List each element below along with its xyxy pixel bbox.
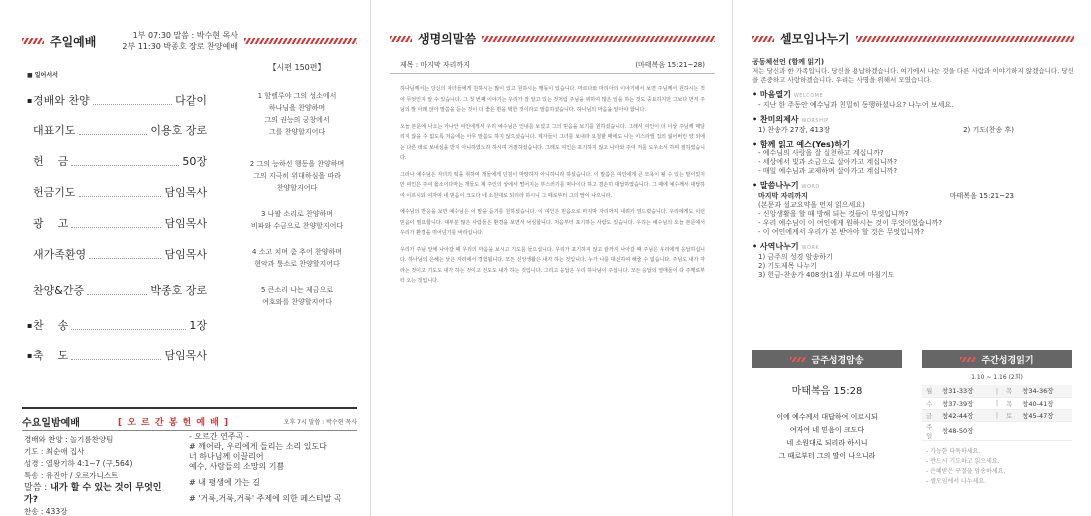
cell-line: 2) 기도제목 나누기 (758, 262, 817, 270)
pair-right: 마태복음 15:21~23 (949, 192, 1014, 200)
order-label: 새가족환영 (33, 248, 87, 261)
order-bullet: ▪ (27, 95, 33, 105)
psalm-line: 1 할렐루야 그의 성소에서 (257, 92, 337, 100)
order-item (27, 315, 207, 335)
hatch-decoration (482, 36, 715, 42)
order-label: 대표기도 (33, 124, 76, 137)
sermon-paragraph: 예수님의 반응을 보면 예수님은 이 말을 듣기를 원하셨습니다. 이 여인은 믿음으로 마지막 자리까지 내려가 엎드렸습니다. 우리에게도 이런 믿음이 필요합니다. 대부분 많은 사람들은 환경을 보면서 낙심합니다. 처음부터 포기하는 사람도 있습니다. 우리는 예수님의 오늘 본문에서 우리가 환경을 뛰어넘기를 바라십니다. (400, 209, 705, 236)
order-label: 찬 송 (33, 319, 69, 332)
reading-day: 수 (926, 399, 933, 408)
hatch-decoration (960, 357, 976, 362)
dotted-leader (93, 96, 172, 105)
pair-left: 마지막 자리까지 (758, 192, 808, 200)
cell-section (752, 242, 1074, 280)
dotted-leader (71, 321, 186, 330)
cell-section-heading (752, 140, 1074, 149)
standing-note: ■ 일어서서 (27, 72, 58, 79)
reading-title-bar (922, 350, 1072, 368)
cell-pair (752, 126, 1074, 135)
cell-line: - 지난 한 주동안 예수님과 친밀히 동행하셨나요? 나누어 보세요. (758, 101, 954, 109)
order-bullet: ▪ (27, 350, 33, 360)
dotted-leader (71, 157, 179, 166)
cell-pair (752, 192, 1074, 201)
bible-reading-box (922, 350, 1072, 487)
cell-line: - 매일 예수님과 교제하며 살아가고 계십니까? (758, 167, 898, 175)
memory-title-bar (752, 350, 902, 368)
reading-range: 창42-44장 (942, 411, 974, 420)
reading-row (922, 397, 1072, 409)
reading-day: 목 (1006, 387, 1013, 396)
organ-line: # 깨어라, 우리에게 들리는 소리 있도다 (189, 442, 327, 451)
psalm-box (237, 62, 357, 382)
order-item (27, 182, 207, 202)
cell-line: - 우리 예수님이 이 여인에게 원하시는 것이 무엇이었습니까? (758, 219, 943, 227)
order-value: 담임목사 (164, 186, 207, 199)
sermon-title: 내가 할 수 있는 것이 무엇인가? (24, 483, 162, 505)
cell-section-bullet: • (752, 115, 760, 124)
reading-day: 주일 (926, 422, 933, 440)
reading-row (922, 409, 1072, 421)
reading-title: 주간성경읽기 (981, 355, 1034, 366)
dotted-leader (71, 351, 161, 360)
memory-line: 네 소원대로 되리라 하시니 (786, 439, 868, 447)
reading-day: 월 (926, 387, 933, 396)
cell-title: 셀모임나누기 (780, 32, 850, 46)
sermon-label: 말씀 : (24, 483, 51, 493)
psalm-line: 5 큰소리 나는 제금으로 (261, 286, 333, 294)
section-rule (22, 407, 357, 409)
cell-line: (본문과 설교요약을 먼저 읽으세요) (758, 201, 865, 209)
dotted-leader (71, 219, 161, 228)
order-value: 다같이 (175, 94, 207, 107)
reading-note: - 셀모임에서 나누세요. (926, 477, 987, 485)
reading-separator: | (995, 411, 999, 419)
order-value: 이용호 장로 (150, 124, 207, 137)
psalm-line: 4 소고 치며 춤 추어 찬양하며 (252, 248, 342, 256)
community-declaration (752, 58, 1074, 85)
reading-notes (922, 447, 1072, 487)
sermon-paragraph: 그러나 예수님은 자녀의 떡을 취하여 개들에게 던짐이 마땅하지 아니하니라 하셨습니다. 이 말씀은 여인에게 큰 모욕이 될 수 있는 말이었지만 여인은 주여 옳소이다마는 개들도 제 주인의 상에서 떨어지는 부스러기를 먹나이다 하고 겸손히 대답하였습니다. 그 때에 예수께서 대답하여 이르시되 여자여 네 믿음이 크도다 네 소원대로 되리라 하시니 그 때로부터 그의 딸이 나으니라. (400, 171, 705, 199)
organ-service-tag: [ 오 르 간 봉 헌 예 배 ] (117, 417, 230, 428)
psalm-line: 여호와를 찬양할지어다 (262, 298, 332, 306)
sermon-reference: (마태복음 15:21~28) (635, 61, 705, 69)
order-item (27, 213, 207, 233)
wednesday-time: 오후 7시 말씀 : 박수현 목사 (283, 418, 357, 426)
hatch-decoration (752, 36, 774, 42)
dotted-leader (79, 188, 162, 197)
psalm-line: 하나님을 찬양하며 (268, 104, 326, 112)
psalm-verse (237, 90, 357, 138)
organ-line: # 내 평생에 가는 길 (189, 478, 260, 487)
hatch-decoration (856, 36, 1074, 42)
reading-day (1002, 421, 1018, 440)
reading-note: - 은혜받은 구절을 암송하세요. (926, 467, 1006, 475)
psalm-verse (237, 208, 357, 232)
reading-range: 창37-39장 (942, 399, 974, 408)
order-value: 담임목사 (164, 248, 207, 261)
psalm-line: 그의 지극히 위대하심을 따라 (253, 172, 341, 180)
sunday-title: 주일예배 (50, 34, 97, 49)
wednesday-title: 수요일밤예배 (22, 417, 80, 429)
organ-line: 너 하나님께 이끌리어 (189, 452, 264, 461)
reading-note: - 반드시 기도하고 읽으세요. (926, 457, 1000, 465)
psalm-line: 찬양할지어다 (276, 184, 318, 192)
reading-range: 창40-41장 (1022, 399, 1054, 408)
reading-note: - 가능한 다독하세요. (926, 447, 981, 455)
dotted-leader (89, 250, 161, 259)
sunday-time-1: 1부 07:30 말씀 : 박수현 목사 (132, 31, 238, 40)
wednesday-hymn: 찬송 : 433장 (24, 507, 68, 516)
order-item (27, 244, 207, 264)
order-item (27, 280, 207, 300)
order-bullet: ▪ (27, 320, 33, 330)
reading-separator: | (995, 399, 999, 407)
hatch-decoration (244, 38, 357, 44)
cell-section-title: 사역나누기 (759, 242, 799, 251)
reading-day: 토 (1006, 411, 1013, 420)
order-item (27, 90, 207, 110)
psalm-line: 3 나팔 소리로 찬양하며 (261, 210, 333, 218)
order-label: 헌 금 (33, 155, 69, 168)
order-of-worship (27, 0, 207, 400)
sermon-subject: 제목 : 마지막 자리까지 (400, 61, 470, 69)
reading-range: 창31-33장 (942, 387, 974, 396)
wednesday-header (22, 412, 357, 430)
memory-line: 그 때로부터 그의 딸이 나으니라 (778, 452, 876, 460)
sermon-panel (390, 0, 715, 516)
psalm-line: 그의 권능의 궁창에서 (264, 116, 330, 124)
reading-day: 금 (926, 411, 933, 420)
psalm-line: 2 그의 능하신 행동을 찬양하며 (249, 160, 345, 168)
memory-line: 이에 예수께서 대답하여 이르시되 (776, 413, 878, 421)
order-value: 담임목사 (164, 217, 207, 230)
order-value: 담임목사 (164, 349, 207, 362)
cell-section-bullet: • (752, 242, 760, 251)
reading-separator: | (995, 386, 999, 395)
reading-range: 창34-36장 (1022, 387, 1054, 396)
organ-pieces (189, 432, 357, 504)
order-value: 박종호 장로 (150, 284, 207, 297)
cell-section-en: WELCOME (793, 93, 824, 99)
cell-section (752, 181, 1074, 237)
cell-section-title: 함께 읽고 예스(Yes)하기 (759, 140, 850, 149)
order-item (27, 151, 207, 171)
psalm-verse (237, 158, 357, 194)
sermon-rule (390, 73, 715, 74)
psalm-title: 【시편 150편】 (268, 63, 326, 72)
cell-line: - 이 여인에게서 우리가 본 받아야 할 것은 무엇입니까? (758, 228, 925, 236)
declaration-text: 저는 당신과 한 가족입니다. 당신을 용납하겠습니다. 여기에서 나눈 것을 다른 사람과 이야기하지 않겠습니다. 당신을 존중하고 사랑하겠습니다. 우리는 사명을 위해서 모였습니다. (752, 67, 1074, 84)
dotted-leader (79, 126, 148, 135)
dotted-leader (87, 286, 147, 295)
cell-panel (752, 0, 1074, 516)
order-label: 광 고 (33, 217, 69, 230)
pair-left: 1) 찬송가 27장, 413장 (758, 126, 831, 134)
cell-section-heading (752, 181, 1074, 192)
declaration-title: 공동체선언 (함께 읽기) (752, 58, 825, 66)
cell-section-bullet: • (752, 90, 760, 99)
order-label: 헌금기도 (33, 186, 76, 199)
reading-day: 목 (1006, 399, 1013, 408)
divider-left (370, 0, 371, 516)
organ-line: - 오르간 연주곡 - (189, 432, 249, 441)
divider-right (732, 0, 733, 516)
sermon-paragraph: 오늘 본문에 나오는 가나안 여인에게서 우리 예수님은 인내를 보셨고 그의 믿음을 보기를 원하셨습니다. 그래서 여인이 더 이상 주님께 매달리지 않을 수 없도록 처음에는 아무 말씀도 하지 않으셨습니다. 제자들이 그녀를 보내라 요청할 때에도 나는 이스라엘 집의 잃어버린 양 외에는 다른 데로 보내심을 받지 아니하였노라 하시며 거절하셨습니다. 그래도 여인은 포기하지 않고 나아와 주여 저를 도우소서 하며 절하였습니다. (400, 123, 705, 161)
cell-section (752, 140, 1074, 176)
cell-section-title: 말씀나누기 (759, 181, 799, 190)
order-value: 50장 (182, 155, 207, 168)
psalm-line: 현악과 퉁소로 찬양할지어다 (254, 260, 340, 268)
reading-separator (992, 421, 1002, 440)
memory-title: 금주성경암송 (811, 355, 864, 366)
sermon-paragraph: 우리가 주님 앞에 나아갈 때 우리의 마음을 보시고 기도를 들으십니다. 우리가 포기하지 않고 끝까지 나아갈 때 주님은 우리에게 응답하십니다. 하나님의 은혜는 낮은 자리에서 경험됩니다. 모든 신앙생활은 내가 하는 것입니다. 누가 나를 대신하여 해줄 수 없습니다. 주님도 내가 자라는 것이고 기도도 내가 하는 것이고 전도도 내가 하는 것입니다. 그리고 응답은 우리 하나님이 주십니다. 모든 응답의 열매들이 다 주께로부터 오는 것입니다. (400, 246, 705, 284)
cell-section-heading (752, 115, 1074, 126)
sermon-line (24, 482, 174, 506)
sermon-meta (390, 60, 715, 70)
cell-section (752, 115, 1074, 135)
order-label: 찬양&간증 (33, 284, 85, 297)
hatch-decoration (790, 357, 806, 362)
reading-range: 창45-47장 (1022, 411, 1054, 420)
cell-section-title: 마음열기 (759, 90, 791, 99)
cell-section-bullet: • (752, 181, 760, 190)
wednesday-item: 성경 : 열왕기하 4:1~7 (구,564) (24, 459, 133, 468)
worship-panel (22, 0, 357, 516)
order-item (27, 120, 207, 140)
reading-row (922, 385, 1072, 397)
cell-line: - 세상에서 빛과 소금으로 살아가고 계십니까? (758, 158, 898, 166)
memory-text (752, 411, 902, 463)
sunday-time-2: 2부 11:30 박종호 장로 찬양예배 (122, 42, 238, 51)
wednesday-item: 경배와 찬양 : 놀기름찬양팀 (24, 435, 114, 444)
sermon-body (390, 84, 715, 287)
cell-line: 1) 금주의 성경 암송하기 (758, 253, 833, 261)
wednesday-order (24, 434, 174, 516)
cell-section-en: WORD (801, 184, 820, 190)
cell-section-bullet: • (752, 140, 760, 149)
order-label: 경배와 찬양 (33, 94, 90, 107)
memory-reference: 마태복음 15:28 (791, 386, 863, 397)
cell-line: 3) 헌금-찬송가 408장(1절) 부르며 마침기도 (758, 271, 895, 279)
cell-section-heading (752, 90, 1074, 101)
wednesday-item: 기도 : 최순애 집사 (24, 447, 85, 456)
organ-line: 예수, 사람들의 소망의 기쁨 (189, 462, 285, 471)
psalm-verse (237, 246, 357, 270)
organ-line: # '거룩,거룩,거룩' 주제에 의한 페스티발 곡 (189, 494, 342, 503)
reading-range: 창48-50장 (942, 427, 974, 435)
psalm-line: 비파와 수금으로 찬양할지어다 (250, 222, 344, 230)
sermon-section-title: 생명의말씀 (418, 32, 476, 46)
cell-section-heading (752, 242, 1074, 253)
cell-section (752, 90, 1074, 110)
reading-week: 1.10 ~ 1.16 (2회) (971, 374, 1023, 381)
reading-range (1018, 421, 1072, 440)
sermon-paragraph: 하나님께서는 당신의 자녀들에게 원하시는 많이 있고 원하시는 행동이 있습니다. 마르다와 마리아의 이야기에서 보면 주님께서 원하시는 것이 무엇인지 알 수 있습니다. 그 첫 번째 이야기는 우리가 잘 알고 있는 것처럼 주님을 위하여 많은 일을 하는 것도 중요하지만 그보다 먼저 주님의 발 아래 앉아 말씀을 듣는 것이 더 좋은 편을 택한 것이라고 말씀하셨습니다. 하나님의 마음을 알아야 합니다. (400, 86, 705, 113)
memory-verse-box (752, 350, 902, 463)
wednesday-item: 특송 : 유진아 / 오르가니스트 (24, 471, 119, 480)
sermon-header (390, 30, 715, 47)
order-item (27, 345, 207, 365)
psalm-line: 그를 찬양할지어다 (268, 128, 326, 136)
section-rule (22, 430, 357, 431)
memory-line: 여자여 네 믿음이 크도다 (789, 426, 865, 434)
order-label: 축 도 (33, 349, 69, 362)
pair-right: 2) 기도(찬송 후) (963, 126, 1014, 134)
cell-section-en: WORSHIP (801, 118, 829, 124)
order-value: 1장 (189, 319, 207, 332)
cell-section-en: WORK (801, 245, 820, 251)
reading-row (922, 421, 1072, 440)
cell-section-title: 찬미의제사 (759, 115, 799, 124)
hatch-decoration (390, 36, 412, 42)
cell-line: - 예수님의 사랑을 잘 실천하고 계십니까? (758, 149, 884, 157)
cell-line: - 신앙생활을 할 때 방해 되는 것들이 무엇입니까? (758, 210, 909, 218)
psalm-verse (237, 284, 357, 308)
reading-table (922, 385, 1072, 441)
